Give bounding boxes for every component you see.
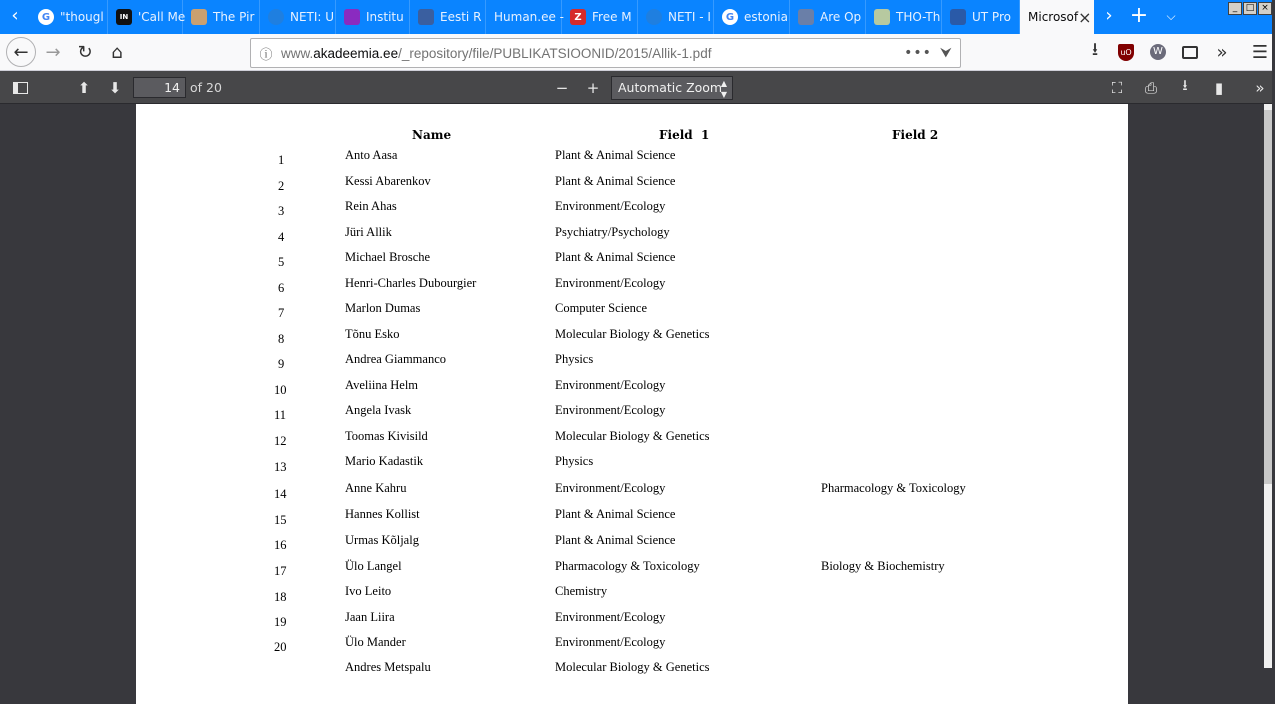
zoom-out-button[interactable] — [548, 75, 576, 100]
tab[interactable] — [714, 0, 790, 34]
researcher-name: Anne Kahru — [345, 481, 407, 495]
field-1-cell: Psychiatry/Psychology — [555, 225, 670, 239]
google-icon: G — [722, 9, 738, 25]
researcher-name: Mario Kadastik — [345, 454, 424, 468]
column-header-name: Name — [412, 128, 452, 142]
field-2-cell: Pharmacology & Toxicology — [821, 481, 966, 495]
institute-icon — [344, 9, 360, 25]
toggle-sidebar-icon — [13, 82, 28, 94]
field-1-cell: Environment/Ecology — [555, 378, 666, 392]
site-info-icon[interactable]: ⓘ — [259, 47, 273, 63]
researcher-name: Ivo Leito — [345, 584, 392, 598]
ublock-icon: uO — [1118, 44, 1134, 61]
tab-title: 'Call Me — [138, 10, 186, 24]
row-number: 12 — [274, 434, 287, 448]
next-page-button[interactable] — [101, 75, 129, 100]
tab[interactable] — [30, 0, 108, 34]
url-domain: akadeemia.ee — [313, 45, 399, 61]
tab[interactable] — [1020, 0, 1094, 34]
arrow-down-icon: ⬇ — [108, 78, 122, 97]
researcher-name: Kessi Abarenkov — [345, 174, 431, 188]
window-restore-button[interactable]: □ — [1243, 2, 1257, 15]
row-number: 17 — [274, 564, 287, 578]
google-icon: G — [38, 9, 54, 25]
row-number: 6 — [278, 281, 285, 295]
field-1-cell: Environment/Ecology — [555, 635, 666, 649]
page-number-input[interactable]: 14 — [133, 77, 186, 98]
window-minimize-button[interactable]: _ — [1228, 2, 1242, 15]
tab-scroll-right-button[interactable]: › — [1105, 5, 1113, 26]
sidebar-toggle-button[interactable] — [1175, 38, 1205, 66]
tab[interactable] — [866, 0, 942, 34]
home-icon: ⌂ — [111, 41, 123, 63]
tab-title: Human.ee - — [494, 10, 565, 24]
forward-arrow-icon: → — [45, 41, 61, 63]
navigation-toolbar — [0, 34, 1272, 71]
presentation-mode-button[interactable] — [1103, 75, 1131, 100]
column-header-field-2: Field 2 — [892, 128, 939, 142]
researcher-name: Ülo Langel — [345, 559, 402, 573]
researcher-name: Marlon Dumas — [345, 301, 421, 315]
field-1-cell: Molecular Biology & Genetics — [555, 429, 710, 443]
researcher-name: Jaan Liira — [345, 610, 395, 624]
hamburger-icon: ☰ — [1251, 41, 1269, 63]
row-number: 20 — [274, 640, 287, 654]
tab[interactable] — [638, 0, 714, 34]
tab-title: Are Op — [820, 10, 862, 24]
person-icon — [798, 9, 814, 25]
field-1-cell: Plant & Animal Science — [555, 250, 676, 264]
url-text[interactable] — [281, 46, 904, 61]
url-bar[interactable] — [250, 38, 961, 68]
in-icon: IN — [116, 9, 132, 25]
close-tab-icon[interactable]: × — [1078, 7, 1092, 27]
window-close-button[interactable]: × — [1258, 2, 1272, 15]
field-1-cell: Molecular Biology & Genetics — [555, 327, 710, 341]
field-1-cell: Chemistry — [555, 584, 608, 598]
zoom-select[interactable] — [611, 76, 733, 100]
researcher-name: Aveliina Helm — [345, 378, 419, 392]
tab[interactable] — [486, 0, 565, 34]
field-1-cell: Environment/Ecology — [555, 403, 666, 417]
researcher-name: Rein Ahas — [345, 199, 397, 213]
fullscreen-icon: ⛶ — [1111, 78, 1123, 97]
scrollbar[interactable] — [1264, 104, 1272, 668]
minus-icon: − — [555, 78, 569, 97]
tab[interactable] — [942, 0, 1020, 34]
researcher-name: Urmas Kõljalg — [345, 533, 419, 547]
field-1-cell: Pharmacology & Toxicology — [555, 559, 700, 573]
field-1-cell: Computer Science — [555, 301, 647, 315]
tab[interactable] — [260, 0, 336, 34]
researcher-name: Andrea Giammanco — [345, 352, 447, 366]
zotero-icon: Z — [570, 9, 586, 25]
tab-strip — [0, 0, 1272, 34]
leaf-icon — [874, 9, 890, 25]
page-actions-icon[interactable]: ••• — [904, 45, 932, 61]
researcher-name: Anto Aasa — [345, 148, 398, 162]
field-1-cell: Physics — [555, 454, 594, 468]
row-number: 16 — [274, 538, 287, 552]
sidebar-icon — [1182, 46, 1198, 59]
select-caret-icon: ▲ ▼ — [720, 79, 727, 99]
tab-title: "thougl — [60, 10, 104, 24]
field-1-cell: Physics — [555, 352, 594, 366]
tab[interactable] — [183, 0, 260, 34]
researcher-name: Angela Ivask — [345, 403, 412, 417]
row-number: 10 — [274, 383, 287, 397]
researcher-name: Tõnu Esko — [345, 327, 400, 341]
researcher-name: Jüri Allik — [345, 225, 392, 239]
download-button[interactable] — [1171, 75, 1199, 100]
tab[interactable] — [108, 0, 186, 34]
reload-button[interactable] — [70, 38, 100, 66]
row-number: 18 — [274, 590, 287, 604]
row-number: 4 — [278, 230, 285, 244]
download-icon: ⭳ — [1091, 39, 1099, 60]
double-chevron-icon: » — [1216, 41, 1228, 63]
row-number: 15 — [274, 513, 287, 527]
overflow-menu-button[interactable] — [1207, 38, 1237, 66]
extension-button[interactable] — [1143, 38, 1173, 66]
globe-icon — [418, 9, 434, 25]
row-number: 7 — [278, 306, 285, 320]
tab-title: Eesti R — [440, 10, 482, 24]
tab[interactable] — [562, 0, 638, 34]
home-button[interactable] — [102, 38, 132, 66]
field-1-cell: Plant & Animal Science — [555, 174, 676, 188]
neti-icon — [268, 9, 284, 25]
back-arrow-icon: ← — [13, 41, 29, 63]
back-button[interactable] — [6, 37, 36, 67]
double-chevron-icon: » — [1255, 78, 1265, 97]
row-number: 9 — [278, 357, 285, 371]
zoom-in-button[interactable] — [579, 75, 607, 100]
bookmark-icon: ▮ — [1214, 78, 1224, 97]
url-prefix: www. — [281, 45, 314, 61]
field-1-cell: Plant & Animal Science — [555, 507, 676, 521]
url-path: /_repository/file/PUBLIKATSIOONID/2015/Allik-1.pdf — [398, 45, 712, 61]
pocket-icon[interactable]: ⮟ — [940, 45, 952, 61]
researcher-name: Michael Brosche — [345, 250, 431, 264]
scrollbar-thumb[interactable] — [1264, 110, 1272, 484]
neti-icon — [646, 9, 662, 25]
zoom-value: Automatic Zoom — [618, 80, 723, 95]
w-extension-icon: W — [1150, 44, 1166, 60]
field-2-cell: Biology & Biochemistry — [821, 559, 945, 573]
researcher-name: Toomas Kivisild — [345, 429, 428, 443]
row-number: 13 — [274, 460, 287, 474]
row-number: 14 — [274, 487, 287, 501]
field-1-cell: Environment/Ecology — [555, 276, 666, 290]
field-1-cell: Environment/Ecology — [555, 199, 666, 213]
row-number: 3 — [278, 204, 285, 218]
print-icon: ⎙ — [1144, 78, 1157, 97]
plus-icon: + — [586, 78, 600, 97]
tab-title: Institu — [366, 10, 404, 24]
sidebar-toggle-button[interactable] — [6, 75, 34, 100]
tab-title: NETI - I — [668, 10, 711, 24]
reload-icon: ↻ — [77, 41, 93, 63]
row-number: 8 — [278, 332, 285, 346]
field-1-cell: Environment/Ecology — [555, 610, 666, 624]
app-menu-button[interactable] — [1245, 38, 1275, 66]
arrow-up-icon: ⬆ — [77, 78, 91, 97]
row-number: 1 — [278, 153, 285, 167]
previous-page-button[interactable] — [70, 75, 98, 100]
tab-title: THO-Th — [896, 10, 941, 24]
row-number: 5 — [278, 255, 285, 269]
tab-title: UT Pro — [972, 10, 1011, 24]
print-button[interactable] — [1137, 75, 1165, 100]
row-number: 2 — [278, 179, 285, 193]
downloads-button[interactable] — [1080, 38, 1110, 66]
tab-title: estonia — [744, 10, 788, 24]
column-header-field-1: Field 1 — [659, 128, 710, 142]
new-tab-button[interactable]: + — [1129, 3, 1149, 28]
ublock-button[interactable] — [1111, 38, 1141, 66]
tools-button[interactable] — [1246, 75, 1274, 100]
tab[interactable] — [336, 0, 410, 34]
building-icon — [950, 9, 966, 25]
tab-scroll-left-button[interactable]: ‹ — [11, 5, 19, 26]
tab[interactable] — [790, 0, 866, 34]
researcher-name: Ülo Mander — [345, 635, 406, 649]
field-1-cell: Molecular Biology & Genetics — [555, 660, 710, 674]
pdf-toolbar — [0, 71, 1272, 104]
researcher-name: Henri-Charles Dubourgier — [345, 276, 477, 290]
save-icon: ⭳ — [1182, 76, 1188, 94]
field-1-cell: Plant & Animal Science — [555, 533, 676, 547]
tab-title: NETI: U — [290, 10, 335, 24]
researcher-name: Andres Metspalu — [345, 660, 431, 674]
pirate-icon — [191, 9, 207, 25]
tab-title: Microsof — [1028, 10, 1079, 24]
page-count-label: of 20 — [190, 80, 222, 95]
tab-title: Free M — [592, 10, 632, 24]
field-1-cell: Environment/Ecology — [555, 481, 666, 495]
row-number: 19 — [274, 615, 287, 629]
field-1-cell: Plant & Animal Science — [555, 148, 676, 162]
researcher-name: Hannes Kollist — [345, 507, 420, 521]
tab-title: The Pir — [213, 10, 255, 24]
row-number: 11 — [274, 408, 287, 422]
forward-button[interactable] — [38, 38, 68, 66]
list-all-tabs-button[interactable]: ⌵ — [1166, 9, 1176, 23]
bookmark-button[interactable] — [1205, 75, 1233, 100]
tab[interactable] — [410, 0, 486, 34]
